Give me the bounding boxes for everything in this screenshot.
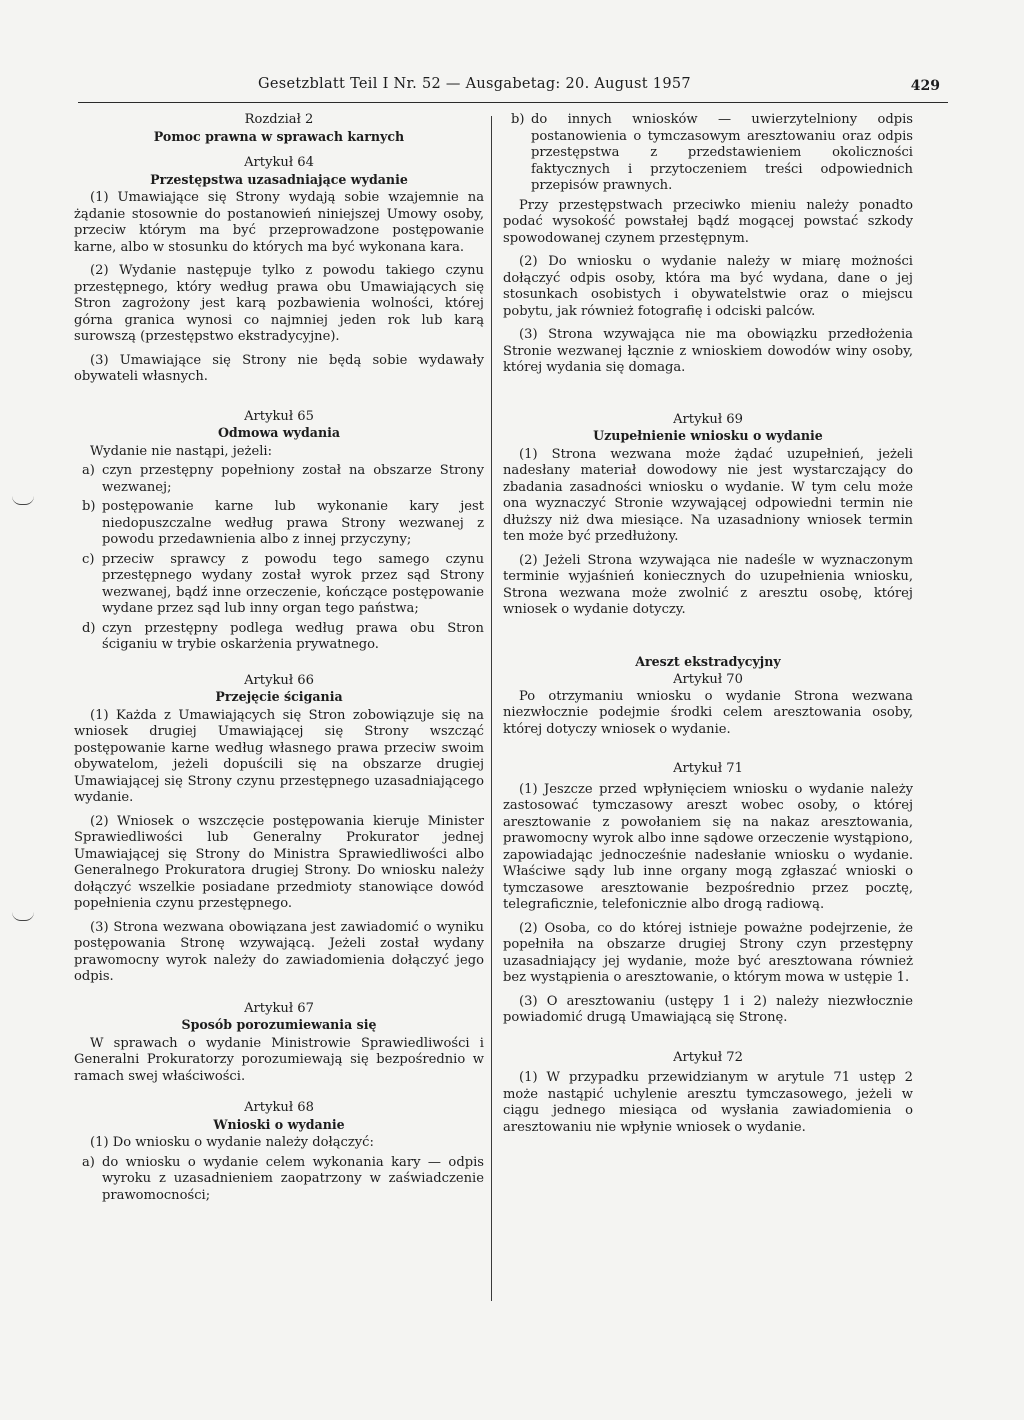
- article-67-paragraph-1: W sprawach o wydanie Ministrowie Sprawiedliwości i Generalni Prokuratorzy porozumiewają się bezpośrednio w ramach swej właściwości.: [74, 1035, 484, 1084]
- chapter-title: Pomoc prawna w sprawach karnych: [153, 128, 405, 144]
- article-69-paragraph-2: (2) Jeżeli Strona wzywająca nie nadeśle w wyznaczonym terminie wyjaśnień koniecznych do uzupełnienia wniosku, Strona wezwana może zwolnić z aresztu osobę, której wniosek o wydanie dotyczy.: [503, 552, 913, 617]
- margin-mark: [12, 496, 34, 505]
- right-column: [503, 112, 913, 1143]
- article-66-title: Przejęcie ścigania: [215, 689, 343, 704]
- item-letter: b): [82, 499, 96, 514]
- article-71-head: Artykuł 71: [673, 761, 743, 776]
- article-66-paragraph-3: (3) Strona wezwana obowiązana jest zawiadomić o wyniku postępowania Stronę wzywającą. Jeżeli został wydany prawomocny wyrok należy do zawiadomienia dołączyć jego odpis.: [74, 919, 484, 984]
- page-header: [78, 76, 948, 103]
- article-67-head: Artykuł 67: [244, 1000, 314, 1016]
- article-66-paragraph-1: (1) Każda z Umawiających się Stron zobowiązuje się na wniosek drugiej Umawiającej się Strony wszcząć postępowanie karne według własnego prawa przeciw swoim obywatelom, jeżeli dopuścili się na obszarze drugiej Umawiającej się Strony czynu przestępnego uzasadniającego wydanie.: [74, 707, 484, 805]
- article-68-title: Wnioski o wydanie: [213, 1116, 345, 1132]
- article-64-head: Artykuł 64: [244, 155, 314, 170]
- article-70-head: Artykuł 70: [673, 672, 743, 687]
- article-68-item: [503, 112, 913, 195]
- item-letter: a): [82, 463, 95, 478]
- article-72-head: Artykuł 72: [673, 1049, 743, 1065]
- article-65-head: Artykuł 65: [244, 408, 314, 424]
- item-letter: b): [511, 112, 525, 127]
- article-71-paragraph-1: (1) Jeszcze przed wpłynięciem wniosku o wydanie należy zastosować tymczasowy areszt wobec osoby, o której aresztowanie z powołaniem się na nakaz aresztowania, prawomocny wyrok albo inne sądowe orzeczenie wystąpiono, zapowiadając jednocześnie nadesłanie wniosku o wydanie. Właściwe sądy lub inne organy mogą zgłaszać wnioski o tymczasowe aresztowanie bezpośrednio przez pocztę, telegraficznie, telefonicznie albo drogą radiową.: [503, 781, 913, 912]
- page-number: 429: [910, 78, 940, 94]
- article-68-paragraph-3: (3) Strona wzywająca nie ma obowiązku przedłożenia Stronie wezwanej łącznie z wnioskiem dowodów winy osoby, której wydania się domaga.: [503, 327, 913, 375]
- article-68-paragraph-2: (2) Do wniosku o wydanie należy w miarę możności dołączyć odpis osoby, która ma być wydana, dane o jej stosunkach osobistych i obywatelstwie oraz o miejscu pobytu, jak również fotografię i odciski palców.: [503, 254, 913, 319]
- item-text: przeciw sprawcy z powodu tego samego czynu przestępnego wydany został wyrok przez sąd Strony wezwanej, bądź inne orzeczenie, kończące postępowanie wydane przez sąd lub inny organ tego państwa;: [102, 551, 484, 616]
- article-65-item: [74, 621, 484, 654]
- article-69-paragraph-1: (1) Strona wezwana może żądać uzupełnień, jeżeli nadesłany materiał dowodowy nie jest wystarczający do zbadania zasadności wniosku o wydanie. W tym celu może ona wyznaczyć Stronie wzywającej odpowiedni termin nie dłuższy niż dwa miesiące. Na uzasadniony wniosek termin ten może być przedłużony.: [503, 446, 913, 544]
- article-66-paragraph-2: (2) Wniosek o wszczęcie postępowania kieruje Minister Sprawiedliwości lub Generalny Prokurator jednej Umawiającej się Strony do Ministra Sprawiedliwości albo Generalnego Prokuratora drugiej Strony. Do wniosku należy dołączyć wszelkie posiadane przedmioty stanowiące dowód popełnienia czynu przestępnego.: [74, 813, 484, 911]
- article-69-head: Artykuł 69: [673, 411, 743, 427]
- item-text: postępowanie karne lub wykonanie kary jest niedopuszczalne według prawa Strony wezwanej z powodu przedawnienia albo z innej przyczyny;: [102, 499, 484, 547]
- margin-mark: [12, 912, 34, 921]
- item-letter: a): [82, 1154, 95, 1170]
- article-72-paragraph-1: (1) W przypadku przewidzianym w arytule 71 ustęp 2 może nastąpić uchylenie aresztu tymczasowego, jeżeli w ciągu jednego miesiąca od wysłania zawiadomienia o aresztowaniu nie wpłynie wniosek o wydanie.: [503, 1070, 913, 1135]
- column-divider: [491, 116, 492, 1301]
- article-71-paragraph-2: (2) Osoba, co do której istnieje poważne podejrzenie, że popełniła na obszarze drugiej Strony czyn przestępny uzasadniający jej wydanie, może być aresztowana również bez wystąpienia o aresztowanie, o którym mowa w ustępie 1.: [503, 920, 913, 985]
- item-letter: d): [82, 620, 96, 636]
- article-64-paragraph-2: (2) Wydanie następuje tylko z powodu takiego czynu przestępnego, który według prawa obu Umawiających się Stron zagrożony jest karą pozbawienia wolności, której górna granica wynosi co najmniej jeden rok lub karą surowszą (przestępstwo ekstradycyjne).: [74, 263, 484, 344]
- item-text: czyn przestępny podlega według prawa obu Stron ściganiu w trybie oskarżenia prywatnego.: [102, 620, 484, 652]
- chapter-label: Rozdział 2: [244, 112, 314, 127]
- article-65-intro: Wydanie nie nastąpi, jeżeli:: [90, 443, 272, 459]
- article-68-head: Artykuł 68: [244, 1100, 314, 1115]
- article-71-paragraph-3: (3) O aresztowaniu (ustępy 1 i 2) należy niezwłocznie powiadomić drugą Umawiającą się Stronę.: [503, 993, 913, 1025]
- item-text: do innych wniosków — uwierzytelniony odpis postanowienia o tymczasowym aresztowaniu oraz odpis przestępstwa z przedstawieniem okoliczności faktycznych i przytoczeniem treści odpowiednich przepisów prawnych.: [531, 112, 913, 193]
- article-68-extra-paragraph: Przy przestępstwach przeciwko mieniu należy ponadto podać wysokość powstałej bądź mogącej powstać szkody spowodowanej czynem przestępnym.: [503, 197, 913, 246]
- article-68-item: [74, 1155, 484, 1205]
- article-68-intro: (1) Do wniosku o wydanie należy dołączyć:: [90, 1135, 374, 1150]
- item-letter: c): [82, 551, 95, 567]
- article-66-head: Artykuł 66: [244, 672, 314, 688]
- left-column: [74, 112, 484, 1207]
- article-67-title: Sposób porozumiewania się: [181, 1017, 377, 1032]
- article-69-title: Uzupełnienie wniosku o wydanie: [593, 428, 823, 443]
- article-64-paragraph-1: (1) Umawiające się Strony wydają sobie wzajemnie na żądanie stosownie do postanowień niniejszej Umowy osoby, przeciw którym ma być przeprowadzone postępowanie karne, albo w stosunku do których ma być wykonana kara.: [74, 190, 484, 255]
- article-65-title: Odmowa wydania: [217, 425, 341, 440]
- item-text: czyn przestępny popełniony został na obszarze Strony wezwanej;: [102, 463, 484, 495]
- article-65-item: [74, 552, 484, 618]
- article-64-title: Przestępstwa uzasadniające wydanie: [150, 171, 408, 187]
- article-65-item: [74, 499, 484, 549]
- article-65-item: [74, 463, 484, 496]
- running-title: Gesetzblatt Teil I Nr. 52 — Ausgabetag: 20. August 1957: [258, 76, 691, 92]
- section-title: Areszt ekstradycyjny: [635, 653, 781, 669]
- item-text: do wniosku o wydanie celem wykonania kary — odpis wyroku z uzasadnieniem zaopatrzony w zaświadczenie prawomocności;: [102, 1154, 484, 1203]
- article-70-paragraph-1: Po otrzymaniu wniosku o wydanie Strona wezwana niezwłocznie podejmie środki celem aresztowania osoby, której dotyczy wniosek o wydanie.: [503, 688, 913, 737]
- article-64-paragraph-3: (3) Umawiające się Strony nie będą sobie wydawały obywateli własnych.: [74, 352, 484, 384]
